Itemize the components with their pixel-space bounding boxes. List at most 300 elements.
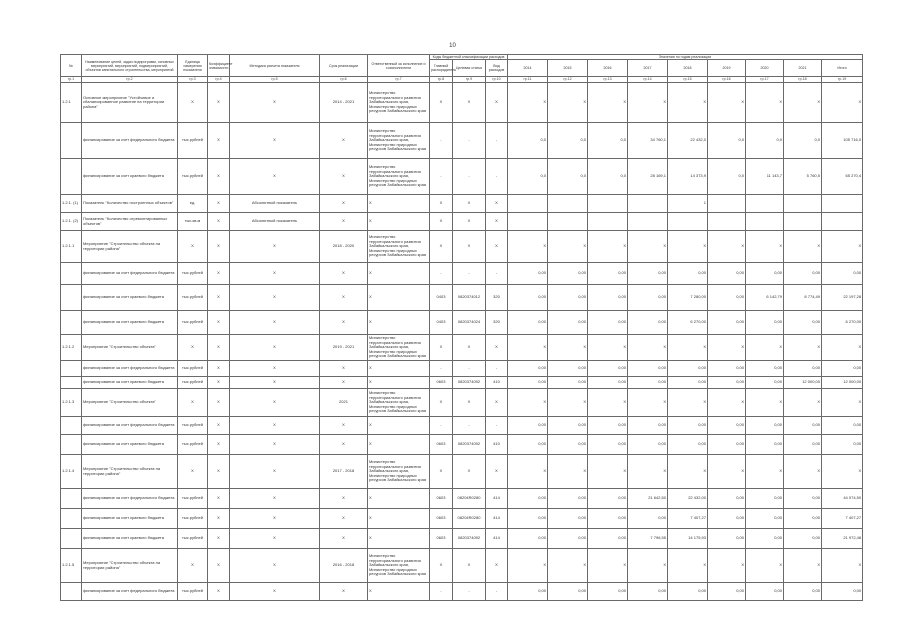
cell-value: Х xyxy=(628,549,668,583)
page-number: 10 xyxy=(449,43,456,49)
cell-cs: - xyxy=(453,159,486,195)
cell-value: 0,00 xyxy=(708,311,746,335)
cell-value: 0,00 xyxy=(746,583,784,601)
cell-k: Х xyxy=(208,489,230,509)
cell-id xyxy=(61,529,82,549)
cell-id: 1.2.1.2 xyxy=(61,335,82,361)
cell-value: Х xyxy=(784,549,822,583)
program-table xyxy=(60,54,863,601)
cell-gr: 0603 xyxy=(430,529,453,549)
cell-term: 2018 - 2020 xyxy=(320,231,368,263)
cell-value: 0,00 xyxy=(508,361,548,377)
cell-cs: 0820374092 xyxy=(453,377,486,389)
cell-name: финансирование за счет краевого бюджета xyxy=(82,377,178,389)
cell-value: 0,00 xyxy=(784,583,822,601)
cell-gr: - xyxy=(430,583,453,601)
cell-value: 0,00 xyxy=(628,311,668,335)
cell-value xyxy=(746,195,784,213)
cell-value: 12 000,00 xyxy=(822,377,863,389)
cell-value xyxy=(588,195,628,213)
cell-vr: Х xyxy=(486,389,508,417)
column-number: гр.13 xyxy=(588,77,628,83)
cell-cs: Х xyxy=(453,549,486,583)
column-number: гр.7 xyxy=(368,77,430,83)
cell-gr: - xyxy=(430,361,453,377)
cell-vr: - xyxy=(486,263,508,285)
cell-value: 0,00 xyxy=(784,263,822,285)
cell-resp: Х xyxy=(368,213,430,231)
cell-cs: Х xyxy=(453,213,486,231)
cell-value xyxy=(746,213,784,231)
cell-value: 0,00 xyxy=(508,311,548,335)
table-row xyxy=(61,335,863,361)
cell-value: Х xyxy=(548,335,588,361)
cell-value: Х xyxy=(548,549,588,583)
cell-method: Х xyxy=(230,377,320,389)
cell-value xyxy=(784,213,822,231)
cell-cs: Х xyxy=(453,335,486,361)
column-number: гр.10 xyxy=(486,77,508,83)
cell-name: Мероприятие "Строительство объекта" xyxy=(82,335,178,361)
table-row xyxy=(61,509,863,529)
table-row xyxy=(61,263,863,285)
cell-resp: Х xyxy=(368,583,430,601)
cell-value: 0,00 xyxy=(548,509,588,529)
cell-name: финансирование за счет краевого бюджета xyxy=(82,435,178,455)
cell-k: Х xyxy=(208,335,230,361)
cell-resp: Министерство территориального развития Забайкальского края, Министерство природных ресурсов Забайкальского края xyxy=(368,455,430,489)
cell-value: 0,00 xyxy=(588,489,628,509)
cell-value: Х xyxy=(548,231,588,263)
cell-value: Х xyxy=(784,455,822,489)
cell-cs: 0820374092 xyxy=(453,529,486,549)
cell-value: 7 407,27 xyxy=(668,509,708,529)
cell-term: Х xyxy=(320,529,368,549)
cell-value: Х xyxy=(548,455,588,489)
cell-value: 21 972,48 xyxy=(822,529,863,549)
cell-value: 0,00 xyxy=(746,489,784,509)
cell-method: Х xyxy=(230,311,320,335)
cell-id xyxy=(61,489,82,509)
cell-id xyxy=(61,509,82,529)
table-row xyxy=(61,389,863,417)
column-number: гр.5 xyxy=(230,77,320,83)
header-main-manager: Главный распорядитель xyxy=(430,60,453,77)
cell-id xyxy=(61,583,82,601)
table-row xyxy=(61,195,863,213)
cell-unit: Х xyxy=(178,389,208,417)
cell-value xyxy=(668,213,708,231)
cell-value: 0,00 xyxy=(628,417,668,435)
cell-gr: Х xyxy=(430,549,453,583)
cell-value: Х xyxy=(746,335,784,361)
table-row xyxy=(61,417,863,435)
cell-value: 0,00 xyxy=(708,417,746,435)
cell-value: 0,00 xyxy=(822,361,863,377)
cell-unit: тыс.рублей xyxy=(178,311,208,335)
cell-resp: Х xyxy=(368,435,430,455)
cell-value: 0,00 xyxy=(746,509,784,529)
cell-method: Х xyxy=(230,389,320,417)
header-year: 2017 xyxy=(628,60,668,77)
cell-id xyxy=(61,159,82,195)
cell-unit: тыс.рублей xyxy=(178,123,208,159)
cell-value: 0,00 xyxy=(822,435,863,455)
cell-value: 0,00 xyxy=(668,361,708,377)
cell-name: финансирование за счет краевого бюджета xyxy=(82,285,178,311)
cell-k: Х xyxy=(208,435,230,455)
cell-value: Х xyxy=(746,83,784,123)
cell-gr: - xyxy=(430,123,453,159)
cell-value xyxy=(708,195,746,213)
cell-unit: тыс.кв.м xyxy=(178,213,208,231)
cell-value xyxy=(822,213,863,231)
cell-value: Х xyxy=(548,83,588,123)
cell-value: Х xyxy=(668,455,708,489)
cell-value: 0,00 xyxy=(548,435,588,455)
cell-term: 2017 - 2018 xyxy=(320,455,368,489)
column-number: гр.2 xyxy=(82,77,178,83)
cell-resp: Х xyxy=(368,361,430,377)
cell-resp: Х xyxy=(368,489,430,509)
header-name: Наименование целей, задач подпрограмм, основных мероприятий, мероприятий, подмероприятий, объектов капитального строительства, мероприятий xyxy=(82,55,178,77)
cell-gr: Х xyxy=(430,83,453,123)
cell-value: 0,00 xyxy=(746,529,784,549)
cell-gr: - xyxy=(430,263,453,285)
cell-value: 0,00 xyxy=(588,529,628,549)
cell-value: 0,0 xyxy=(508,123,548,159)
cell-cs: Х xyxy=(453,455,486,489)
cell-k: Х xyxy=(208,549,230,583)
cell-term: Х xyxy=(320,489,368,509)
cell-name: финансирование за счет краевого бюджета xyxy=(82,509,178,529)
cell-cs: 0820374024 xyxy=(453,311,486,335)
cell-value: 0,0 xyxy=(708,123,746,159)
cell-value xyxy=(548,195,588,213)
cell-value: 0,00 xyxy=(508,417,548,435)
cell-value: 0,00 xyxy=(784,489,822,509)
cell-value: Х xyxy=(746,231,784,263)
header-year: 2020 xyxy=(746,60,784,77)
cell-method: Х xyxy=(230,549,320,583)
column-number: гр.16 xyxy=(708,77,746,83)
cell-value: 0,00 xyxy=(628,583,668,601)
cell-vr: 414 xyxy=(486,489,508,509)
cell-value: Х xyxy=(822,231,863,263)
cell-value: Х xyxy=(668,231,708,263)
cell-value: 0,00 xyxy=(508,583,548,601)
cell-value: Х xyxy=(708,549,746,583)
table-row xyxy=(61,377,863,389)
header-year: 2015 xyxy=(548,60,588,77)
column-number: гр.12 xyxy=(548,77,588,83)
cell-unit: тыс.рублей xyxy=(178,435,208,455)
cell-value: 0,0 xyxy=(746,123,784,159)
cell-value: 14 373,9 xyxy=(668,159,708,195)
header-target-item: Целевая статья xyxy=(453,60,486,77)
cell-value: 7 280,00 xyxy=(668,285,708,311)
cell-value: Х xyxy=(508,335,548,361)
cell-method: Абсолютный показатель xyxy=(230,213,320,231)
cell-value: 0,00 xyxy=(548,489,588,509)
cell-method: Х xyxy=(230,455,320,489)
cell-value: Х xyxy=(628,455,668,489)
cell-id xyxy=(61,285,82,311)
cell-value: Х xyxy=(784,231,822,263)
cell-unit: тыс.рублей xyxy=(178,361,208,377)
cell-value: 0,00 xyxy=(588,509,628,529)
cell-name: финансирование за счет федерального бюджета xyxy=(82,123,178,159)
cell-k: Х xyxy=(208,123,230,159)
cell-name: финансирование за счет федерального бюджета xyxy=(82,583,178,601)
header-coefficient: Коэффициент значимости xyxy=(208,55,230,77)
column-number: гр.1 xyxy=(61,77,82,83)
cell-term: 2014 - 2021 xyxy=(320,83,368,123)
cell-method: Х xyxy=(230,231,320,263)
cell-value: 22 432,0 xyxy=(668,123,708,159)
cell-id xyxy=(61,377,82,389)
table-row xyxy=(61,455,863,489)
cell-value: 0,00 xyxy=(746,263,784,285)
cell-unit: Х xyxy=(178,335,208,361)
cell-value: 22 432,00 xyxy=(668,489,708,509)
column-number: гр.8 xyxy=(430,77,453,83)
cell-name: Мероприятие "Строительство объекта на территории района" xyxy=(82,549,178,583)
cell-value: 0,00 xyxy=(508,529,548,549)
cell-value: Х xyxy=(822,549,863,583)
cell-value: Х xyxy=(588,549,628,583)
cell-value: 0,00 xyxy=(746,417,784,435)
cell-value: Х xyxy=(708,389,746,417)
cell-name: Показатель "Количество отремонтированных объектов" xyxy=(82,213,178,231)
cell-value: 0,00 xyxy=(822,263,863,285)
cell-value xyxy=(628,195,668,213)
cell-value: 0,00 xyxy=(508,285,548,311)
column-number: гр.6 xyxy=(320,77,368,83)
cell-method: Х xyxy=(230,335,320,361)
cell-cs: 0820374012 xyxy=(453,285,486,311)
cell-resp: Х xyxy=(368,377,430,389)
cell-value: 0,00 xyxy=(628,435,668,455)
cell-vr: Х xyxy=(486,335,508,361)
cell-id: 1.2.1. (2) xyxy=(61,213,82,231)
column-number: гр.4 xyxy=(208,77,230,83)
cell-cs: - xyxy=(453,417,486,435)
cell-id xyxy=(61,263,82,285)
cell-cs: Х xyxy=(453,231,486,263)
cell-resp: Министерство территориального развития Забайкальского края, Министерство природных ресурсов Забайкальского края xyxy=(368,549,430,583)
cell-cs: - xyxy=(453,263,486,285)
cell-value: Х xyxy=(548,389,588,417)
cell-value: 0,00 xyxy=(588,311,628,335)
table-row xyxy=(61,489,863,509)
cell-unit: тыс.рублей xyxy=(178,417,208,435)
cell-value: 0,00 xyxy=(588,417,628,435)
cell-vr: Х xyxy=(486,231,508,263)
cell-term: Х xyxy=(320,285,368,311)
cell-value xyxy=(508,195,548,213)
cell-k: Х xyxy=(208,417,230,435)
cell-term: Х xyxy=(320,213,368,231)
cell-resp: Министерство территориального развития Забайкальского края, Министерство природных ресурсов Забайкальского края xyxy=(368,83,430,123)
cell-resp: Министерство территориального развития Забайкальского края, Министерство природных ресурсов Забайкальского края xyxy=(368,123,430,159)
cell-value: 0,00 xyxy=(708,489,746,509)
cell-gr: 0603 xyxy=(430,435,453,455)
cell-value: 0,00 xyxy=(548,377,588,389)
cell-value: 0,00 xyxy=(588,435,628,455)
cell-value: Х xyxy=(708,231,746,263)
cell-k: Х xyxy=(208,159,230,195)
cell-value: 0,0 xyxy=(784,123,822,159)
cell-value: 0,00 xyxy=(784,311,822,335)
cell-value: 0,00 xyxy=(508,435,548,455)
cell-value: 7 796,55 xyxy=(628,529,668,549)
cell-k: Х xyxy=(208,285,230,311)
cell-value: 0,00 xyxy=(784,435,822,455)
cell-value: Х xyxy=(784,335,822,361)
cell-cs: Х xyxy=(453,389,486,417)
cell-unit: тыс.рублей xyxy=(178,159,208,195)
cell-value: Х xyxy=(746,389,784,417)
cell-k: Х xyxy=(208,583,230,601)
cell-value: 0,00 xyxy=(548,361,588,377)
cell-vr: 320 xyxy=(486,285,508,311)
header-term: Срок реализации xyxy=(320,55,368,77)
cell-cs: - xyxy=(453,583,486,601)
cell-value xyxy=(548,213,588,231)
cell-term: Х xyxy=(320,435,368,455)
cell-name: Мероприятие "Строительство объекта на территории района" xyxy=(82,231,178,263)
cell-value: 5 760,5 xyxy=(784,159,822,195)
cell-k: Х xyxy=(208,455,230,489)
cell-method: Х xyxy=(230,489,320,509)
column-number: гр.3 xyxy=(178,77,208,83)
cell-term: Х xyxy=(320,263,368,285)
cell-value: 0,00 xyxy=(628,285,668,311)
cell-cs: - xyxy=(453,361,486,377)
cell-vr: Х xyxy=(486,213,508,231)
cell-term: Х xyxy=(320,311,368,335)
cell-value: 0,0 xyxy=(708,159,746,195)
cell-value: 0,00 xyxy=(784,361,822,377)
cell-vr: 414 xyxy=(486,509,508,529)
cell-cs: Х xyxy=(453,83,486,123)
cell-value: 0,00 xyxy=(668,435,708,455)
table-row xyxy=(61,213,863,231)
cell-gr: Х xyxy=(430,231,453,263)
cell-value: Х xyxy=(668,389,708,417)
cell-value: 21 642,50 xyxy=(628,489,668,509)
cell-value: 34 760,1 xyxy=(628,123,668,159)
header-values: Значения по годам реализации xyxy=(508,55,863,60)
cell-value: 0,00 xyxy=(708,583,746,601)
cell-value: 0,00 xyxy=(708,529,746,549)
cell-unit: тыс.рублей xyxy=(178,489,208,509)
cell-value: 0,00 xyxy=(784,509,822,529)
table-row xyxy=(61,529,863,549)
cell-value: Х xyxy=(822,335,863,361)
cell-value: Х xyxy=(508,455,548,489)
cell-resp: Министерство территориального развития Забайкальского края, Министерство природных ресурсов Забайкальского края xyxy=(368,389,430,417)
cell-value: Х xyxy=(508,231,548,263)
cell-gr: - xyxy=(430,417,453,435)
cell-value xyxy=(708,213,746,231)
cell-value: 0,00 xyxy=(548,583,588,601)
cell-resp: Министерство территориального развития Забайкальского края, Министерство природных ресурсов Забайкальского края xyxy=(368,231,430,263)
cell-value: 0,00 xyxy=(746,377,784,389)
cell-id: 1.2.1.5 xyxy=(61,549,82,583)
cell-name: финансирование за счет краевого бюджета xyxy=(82,529,178,549)
header-number: № xyxy=(61,55,82,77)
cell-value xyxy=(822,195,863,213)
header-method: Методика расчета показателя xyxy=(230,55,320,77)
cell-term: Х xyxy=(320,583,368,601)
cell-value: 0,00 xyxy=(668,417,708,435)
cell-value: 0,00 xyxy=(784,417,822,435)
cell-value: Х xyxy=(628,231,668,263)
cell-value: Х xyxy=(508,83,548,123)
header-expense-type: Вид расходов xyxy=(486,60,508,77)
cell-cs: Х xyxy=(453,195,486,213)
cell-value: Х xyxy=(588,83,628,123)
cell-resp: Х xyxy=(368,285,430,311)
cell-value: Х xyxy=(628,83,668,123)
cell-value: 0,00 xyxy=(708,361,746,377)
cell-value: 0,00 xyxy=(708,263,746,285)
cell-method: Х xyxy=(230,435,320,455)
cell-name: Мероприятие "Строительство объекта" xyxy=(82,389,178,417)
cell-gr: 0403 xyxy=(430,311,453,335)
cell-name: Мероприятие "Строительство объекта на территории района" xyxy=(82,455,178,489)
cell-method: Х xyxy=(230,285,320,311)
cell-k: Х xyxy=(208,529,230,549)
cell-k: Х xyxy=(208,311,230,335)
cell-value: 6 142,79 xyxy=(746,285,784,311)
table-row xyxy=(61,549,863,583)
cell-k: Х xyxy=(208,389,230,417)
cell-vr: 410 xyxy=(486,435,508,455)
cell-method: Х xyxy=(230,529,320,549)
cell-name: финансирование за счет федерального бюджета xyxy=(82,417,178,435)
cell-k: Х xyxy=(208,377,230,389)
cell-gr: Х xyxy=(430,335,453,361)
cell-value xyxy=(784,195,822,213)
cell-vr: Х xyxy=(486,195,508,213)
cell-unit: Х xyxy=(178,231,208,263)
cell-value: Х xyxy=(668,549,708,583)
cell-vr: 410 xyxy=(486,377,508,389)
cell-term: Х xyxy=(320,377,368,389)
cell-cs: - xyxy=(453,123,486,159)
cell-value: 0,00 xyxy=(588,361,628,377)
cell-vr: Х xyxy=(486,455,508,489)
cell-name: финансирование за счет краевого бюджета xyxy=(82,311,178,335)
cell-term: Х xyxy=(320,159,368,195)
cell-resp: Министерство территориального развития Забайкальского края, Министерство природных ресурсов Забайкальского края xyxy=(368,335,430,361)
cell-value: Х xyxy=(708,335,746,361)
cell-value xyxy=(508,213,548,231)
header-year: 2014 xyxy=(508,60,548,77)
cell-value xyxy=(628,213,668,231)
cell-method: Абсолютный показатель xyxy=(230,195,320,213)
cell-value: Х xyxy=(746,455,784,489)
cell-gr: Х xyxy=(430,455,453,489)
cell-value: 0,0 xyxy=(588,123,628,159)
column-number: гр.18 xyxy=(784,77,822,83)
cell-k: Х xyxy=(208,361,230,377)
cell-term: Х xyxy=(320,123,368,159)
cell-term: 2016 - 2018 xyxy=(320,549,368,583)
